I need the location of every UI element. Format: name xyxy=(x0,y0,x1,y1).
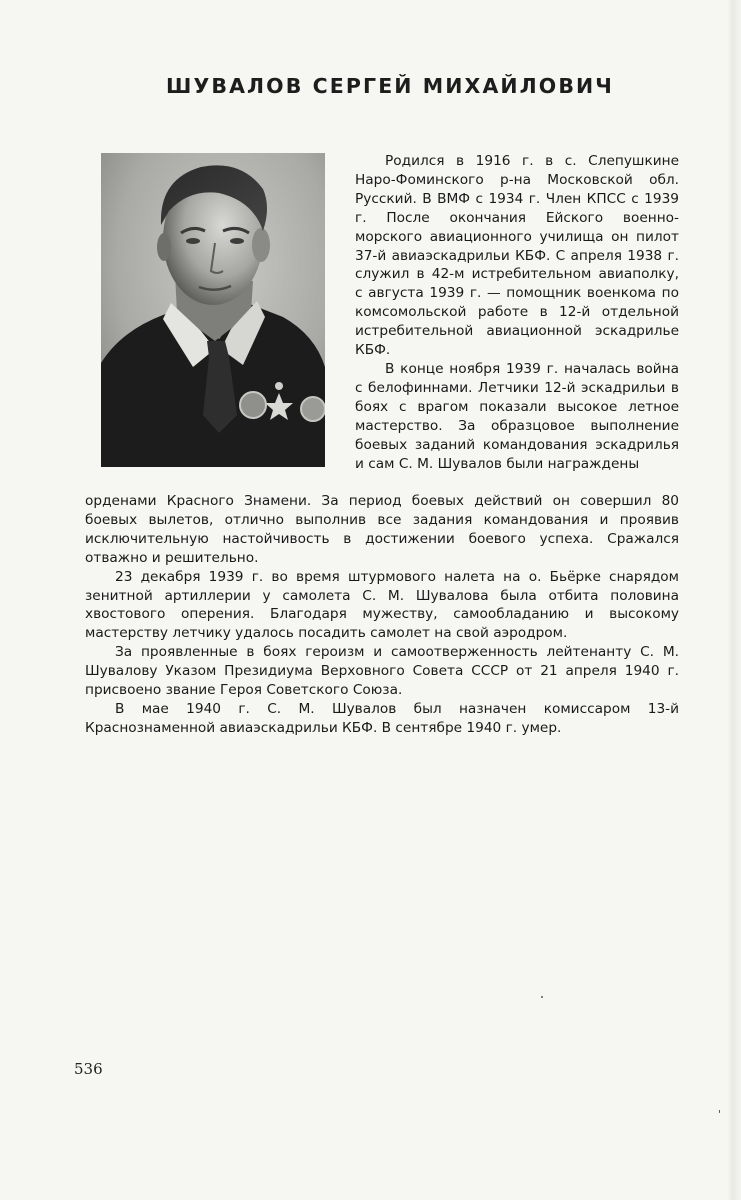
paper-speck xyxy=(541,996,543,998)
paragraph: орденами Красного Знамени. За период боевых действий он совершил 80 боевых вылетов, отлично выполнив все задания командования и проявив исключительную настойчивость в достижении боевого успеха. Сражался отважно и решительно. xyxy=(85,493,679,566)
portrait-photo xyxy=(101,153,325,467)
paragraph: За проявленные в боях героизм и самоотверженность лейтенанту С. М. Шувалову Указом Президиума Верховного Совета СССР от 21 апреля 1940 г. присвоено звание Героя Советского Союза. xyxy=(85,644,679,699)
page-title: ШУВАЛОВ СЕРГЕЙ МИХАЙЛОВИЧ xyxy=(166,74,614,98)
paper-speck xyxy=(719,1110,720,1113)
right-column-text xyxy=(355,152,679,473)
page-number: 536 xyxy=(74,1060,103,1078)
paragraph: В конце ноября 1939 г. началась война с белофиннами. Летчики 12-й эскадрильи в боях с врагом показали высокое летное мастерство. За образцовое выполнение боевых заданий командования эскадрилья и сам С. М. Шувалов были награждены xyxy=(355,360,679,472)
paragraph: Родился в 1916 г. в с. Слепушкине Наро-Фоминского р-на Московской обл. Русский. В ВМФ с 1934 г. Член КПСС с 1939 г. После окончания Ейского военно-морского авиационного училища он пилот 37-й авиаэскадрильи КБФ. С апреля 1938 г. служил в 42-м истребительном авиаполку, с августа 1939 г. — помощник военкома по комсомольской работе в 12-й отдельной истребительной авиационной эскадрилье КБФ. xyxy=(355,153,679,359)
paragraph: 23 декабря 1939 г. во время штурмового налета на о. Бьёрке снарядом зенитной артиллерии у самолета С. М. Шувалова была отбита половина хвостового оперения. Благодаря мужеству, самообладанию и высокому мастерству летчику удалось посадить самолет на свой аэродром. xyxy=(85,568,679,642)
paragraph: В мае 1940 г. С. М. Шувалов был назначен комиссаром 13-й Краснознаменной авиаэскадрильи КБФ. В сентябре 1940 г. умер. xyxy=(85,700,679,736)
full-width-text xyxy=(85,492,679,738)
page-edge-shadow xyxy=(727,0,741,1200)
